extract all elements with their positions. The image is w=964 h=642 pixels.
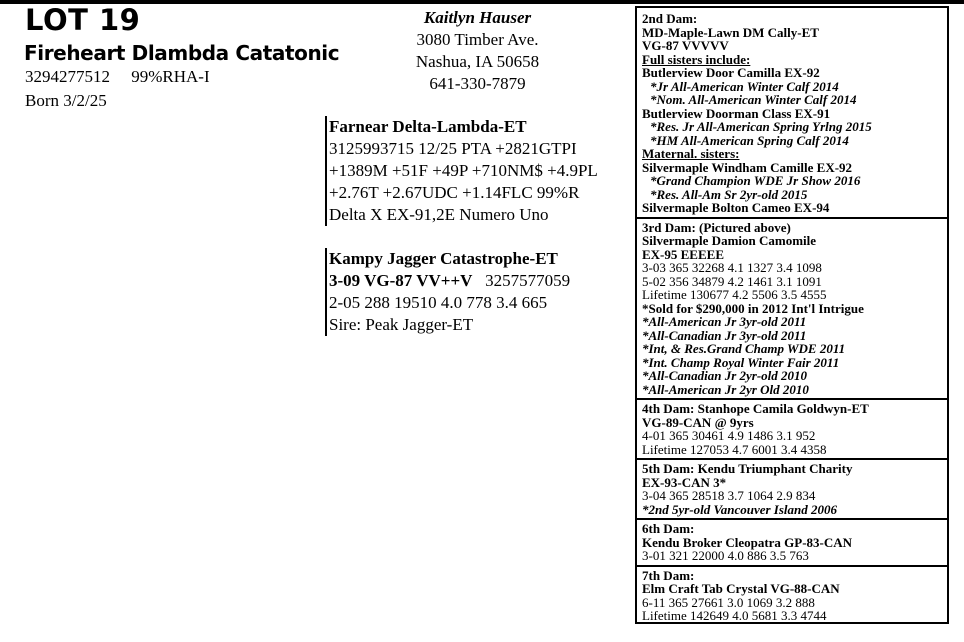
section-divider xyxy=(637,518,949,520)
third-dam-honor: *All-Canadian Jr 2yr-old 2010 xyxy=(642,368,808,383)
third-dam-honor: *All-American Jr 2yr Old 2010 xyxy=(642,381,809,397)
fifth-dam-classification: EX-93-CAN 3* xyxy=(642,474,727,490)
section-divider xyxy=(637,398,949,400)
dam-record: 2-05 288 19510 4.0 778 3.4 665 xyxy=(329,293,548,312)
third-dam-lifetime: Lifetime 130677 4.2 5506 3.5 4555 xyxy=(642,287,827,302)
seventh-dam-lifetime: Lifetime 142649 4.0 5681 3.3 4744 xyxy=(642,608,827,623)
sixth-dam-record: 3-01 321 22000 4.0 886 3.5 763 xyxy=(642,548,809,563)
dam-classification-line xyxy=(329,270,625,292)
fourth-dam-classification: VG-89-CAN @ 9yrs xyxy=(642,414,754,430)
second-dam-classification: VG-87 VVVVV xyxy=(642,38,729,53)
full-sisters-heading: Full sisters include: xyxy=(642,51,751,67)
third-dam-honor: *All-Canadian Jr 3yr-old 2011 xyxy=(642,327,807,343)
top-rule xyxy=(0,0,964,4)
dam-sire: Sire: Peak Jagger-ET xyxy=(329,315,474,334)
birth-date: Born 3/2/25 xyxy=(25,91,107,110)
fourth-dam-heading: 4th Dam: Stanhope Camila Goldwyn-ET xyxy=(642,401,869,416)
rha-percent: 99%RHA-I xyxy=(131,67,210,86)
dam-name: Kampy Jagger Catastrophe-ET xyxy=(329,249,558,268)
maternal-sisters-heading: Maternal. sisters: xyxy=(642,146,740,161)
fifth-dam-honor: *2nd 5yr-old Vancouver Island 2006 xyxy=(642,501,838,517)
third-dam-name: Silvermaple Damion Camomile xyxy=(642,233,817,248)
sire-line-1: 3125993715 12/25 PTA +2821GTPI xyxy=(329,139,577,158)
section-divider xyxy=(637,217,949,219)
full-sister-honor: *HM All-American Spring Calf 2014 xyxy=(650,132,849,148)
seventh-dam-name: Elm Craft Tab Crystal VG-88-CAN xyxy=(642,581,840,596)
sire-line-3: +2.76T +2.67UDC +1.14FLC 99%R xyxy=(329,183,580,202)
sixth-dam-name: Kendu Broker Cleopatra GP-83-CAN xyxy=(642,534,853,550)
second-dam-heading: 2nd Dam: xyxy=(642,11,698,26)
maternal-sister-honor: *Res. All-Am Sr 2yr-old 2015 xyxy=(650,186,808,202)
third-dam-record: 5-02 356 34879 4.2 1461 3.1 1091 xyxy=(642,273,822,289)
sire-line-4: Delta X EX-91,2E Numero Uno xyxy=(329,205,549,224)
second-dam-name: MD-Maple-Lawn DM Cally-ET xyxy=(642,24,819,40)
full-sister-honor: *Res. Jr All-American Spring Yrlng 2015 xyxy=(650,119,872,134)
sire-name: Farnear Delta-Lambda-ET xyxy=(329,117,527,136)
animal-name: Fireheart Dlambda Catatonic xyxy=(24,41,340,65)
fifth-dam-heading: 5th Dam: Kendu Triumphant Charity xyxy=(642,461,853,476)
owner-name: Kaitlyn Hauser xyxy=(423,8,532,27)
lot-title: LOT 19 xyxy=(25,3,141,37)
maternal-pedigree-box xyxy=(635,6,949,624)
maternal-sister-name: Silvermaple Bolton Cameo EX-94 xyxy=(642,200,830,215)
third-dam-honor: *Int. Champ Royal Winter Fair 2011 xyxy=(642,354,840,370)
dam-block xyxy=(325,248,625,336)
owner-block xyxy=(405,7,550,95)
fifth-dam-record: 3-04 365 28518 3.7 1064 2.9 834 xyxy=(642,488,816,503)
third-dam-sold: *Sold for $290,000 in 2012 Int'l Intrigue xyxy=(642,300,864,316)
fourth-dam-record: 4-01 365 30461 4.9 1486 3.1 952 xyxy=(642,428,816,443)
seventh-dam-heading: 7th Dam: xyxy=(642,567,695,583)
section-divider xyxy=(637,565,949,567)
full-sister-name: Butlerview Door Camilla EX-92 xyxy=(642,65,820,80)
third-dam-record: 3-03 365 32268 4.1 1327 3.4 1098 xyxy=(642,260,822,275)
owner-city: Nashua, IA 50658 xyxy=(415,52,540,71)
full-sister-honor: *Nom. All-American Winter Calf 2014 xyxy=(650,92,857,107)
section-divider xyxy=(637,458,949,460)
owner-phone: 641-330-7879 xyxy=(429,74,526,93)
dam-classification: 3-09 VG-87 VV++V xyxy=(329,271,473,290)
sire-block xyxy=(325,116,625,226)
sire-line-2: +1389M +51F +49P +710NM$ +4.9PL xyxy=(329,161,598,180)
dam-registration: 3257577059 xyxy=(485,271,571,290)
maternal-sister-name: Silvermaple Windham Camille EX-92 xyxy=(642,159,853,175)
sixth-dam-heading: 6th Dam: xyxy=(642,521,695,536)
registration-line xyxy=(25,66,210,88)
maternal-sister-honor: *Grand Champion WDE Jr Show 2016 xyxy=(650,173,861,188)
pedigree xyxy=(325,116,625,336)
full-sister-name: Butlerview Doorman Class EX-91 xyxy=(642,105,831,121)
owner-street: 3080 Timber Ave. xyxy=(416,30,539,49)
full-sister-honor: *Jr All-American Winter Calf 2014 xyxy=(650,78,839,94)
seventh-dam-record: 6-11 365 27661 3.0 1069 3.2 888 xyxy=(642,594,815,610)
third-dam-honor: *Int, & Res.Grand Champ WDE 2011 xyxy=(642,341,846,356)
third-dam-classification: EX-95 EEEEE xyxy=(642,246,724,262)
registration-number: 3294277512 xyxy=(25,67,110,86)
third-dam-heading: 3rd Dam: (Pictured above) xyxy=(642,219,791,235)
third-dam-honor: *All-American Jr 3yr-old 2011 xyxy=(642,314,807,329)
fourth-dam-lifetime: Lifetime 127053 4.7 6001 3.4 4358 xyxy=(642,441,827,457)
